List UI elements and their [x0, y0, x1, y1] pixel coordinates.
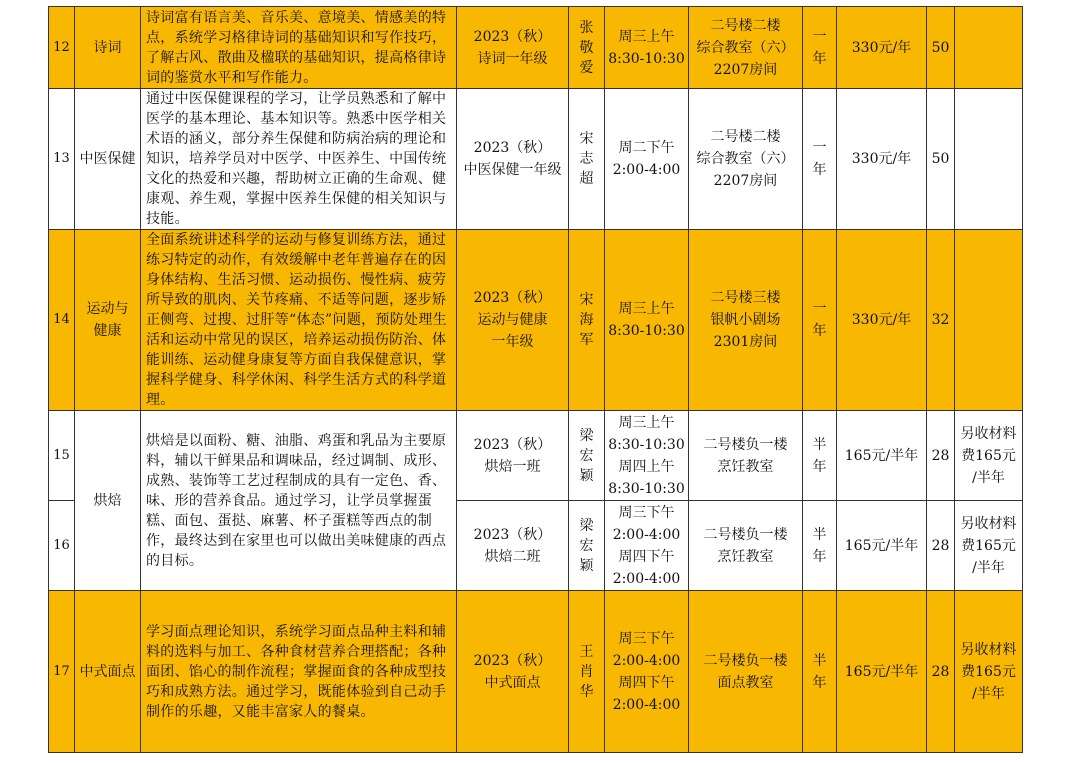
course-description: 通过中医保健课程的学习，让学员熟悉和了解中医学的基本理论、基本知识等。熟悉中医学相关术语的涵义，部分养生保健和防病治病的理论和知识，培养学员对中医学、中医养生、中国传统文化的热爱和兴趣，帮助树立正确的生命观、健康观、养生观，掌握中医养生保健的相关知识与技能。: [141, 89, 457, 230]
fee: 330元/年: [837, 230, 927, 411]
teacher-cell: [569, 411, 605, 501]
teacher-name: 张敬爱: [579, 19, 594, 76]
teacher-cell: [569, 89, 605, 230]
course-description: 全面系统讲述科学的运动与修复训练方法，通过练习特定的动作，有效缓解中老年普遍存在的因身体结构、生活习惯、运动损伤、慢性病、疲劳所导致的肌肉、关节疼痛、不适等问题，逐步矫正侧弯、过搜、过肝等“体态”问题，预防处理生活和运动中常见的误区，培养运动损伤防治、体能训练、运动健身康复等方面自我保健意识，掌握科学健身、科学休闲、科学生活方式的科学道理。: [141, 230, 457, 411]
fee: 330元/年: [837, 89, 927, 230]
course-name: 运动与 健康: [75, 230, 141, 411]
note: [955, 89, 1023, 230]
note: [955, 230, 1023, 411]
capacity: 28: [927, 591, 955, 753]
teacher-name: 宋志超: [579, 131, 594, 187]
fee: 165元/半年: [837, 411, 927, 501]
class-location: 二号楼负一楼 烹饪教室: [689, 501, 803, 591]
row-number: 12: [49, 7, 75, 89]
class-time: 周三上午 8:30-10:30 周四上午 8:30-10:30: [605, 411, 689, 501]
teacher-name: 梁宏颖: [579, 427, 594, 484]
capacity: 28: [927, 411, 955, 501]
duration-cell: [803, 591, 837, 753]
course-description: 学习面点理论知识，系统学习面点品种主料和辅料的选料与加工、各种食材营养合理搭配；各种面团、馅心的制作流程；掌握面食的各种成型技巧和成熟方法。通过学习，既能体验到自己动手制作的乐趣，又能丰富家人的餐桌。: [141, 591, 457, 753]
row-number: 13: [49, 89, 75, 230]
class-location: 二号楼二楼 综合教室（六） 2207房间: [689, 89, 803, 230]
row-number: 16: [49, 501, 75, 591]
class-name: 2023（秋） 运动与健康 一年级: [457, 230, 569, 411]
note: 另收材料 费165元 /半年: [955, 411, 1023, 501]
class-name: 2023（秋） 中式面点: [457, 591, 569, 753]
class-time: 周三上午 8:30-10:30: [605, 230, 689, 411]
teacher-name: 梁宏颖: [579, 517, 594, 574]
duration-cell: [803, 89, 837, 230]
course-name: 中医保健: [75, 89, 141, 230]
capacity: 28: [927, 501, 955, 591]
teacher-cell: [569, 501, 605, 591]
class-time: 周三上午 8:30-10:30: [605, 7, 689, 89]
class-name: 2023（秋） 诗词一年级: [457, 7, 569, 89]
duration: 一年: [812, 28, 827, 67]
duration-cell: [803, 501, 837, 591]
class-location: 二号楼三楼 银帆小剧场 2301房间: [689, 230, 803, 411]
class-location: 二号楼负一楼 面点教室: [689, 591, 803, 753]
capacity: 50: [927, 7, 955, 89]
note: [955, 7, 1023, 89]
row-number: 17: [49, 591, 75, 753]
duration: 一年: [812, 301, 827, 339]
capacity: 32: [927, 230, 955, 411]
capacity: 50: [927, 89, 955, 230]
table-row: [49, 591, 1023, 753]
duration: 半年: [812, 652, 827, 691]
course-description: 烘焙是以面粉、糖、油脂、鸡蛋和乳品为主要原料，辅以干鲜果品和调味品，经过调制、成形、成熟、装饰等工艺过程制成的具有一定色、香、味、形的营养食品。通过学习，让学员掌握蛋糕、面包、蛋挞、麻薯、杯子蛋糕等西点的制作，最终达到在家里也可以做出美味健康的西点的目标。: [141, 411, 457, 591]
teacher-name: 王肖华: [579, 643, 594, 700]
duration: 一年: [812, 140, 827, 178]
teacher-cell: [569, 7, 605, 89]
course-description: 诗词富有语言美、音乐美、意境美、情感美的特点，系统学习格律诗词的基础知识和写作技巧，了解古风、散曲及楹联的基础知识，提高格律诗词的鉴赏水平和写作能力。: [141, 7, 457, 89]
note: 另收材料 费165元 /半年: [955, 501, 1023, 591]
course-name: 烘焙: [75, 411, 141, 591]
duration: 半年: [812, 436, 827, 475]
course-table: [48, 6, 1023, 753]
course-name: 中式面点: [75, 591, 141, 753]
duration-cell: [803, 411, 837, 501]
teacher-name: 宋海军: [579, 292, 594, 348]
row-number: 15: [49, 411, 75, 501]
class-location: 二号楼负一楼 烹饪教室: [689, 411, 803, 501]
course-name: 诗词: [75, 7, 141, 89]
class-name: 2023（秋） 烘焙一班: [457, 411, 569, 501]
note: 另收材料 费165元 /半年: [955, 591, 1023, 753]
duration-cell: [803, 230, 837, 411]
duration: 半年: [812, 526, 827, 565]
teacher-cell: [569, 230, 605, 411]
duration-cell: [803, 7, 837, 89]
fee: 165元/半年: [837, 501, 927, 591]
teacher-cell: [569, 591, 605, 753]
table-row: [49, 230, 1023, 411]
class-name: 2023（秋） 中医保健一年级: [457, 89, 569, 230]
class-time: 周三下午 2:00-4:00 周四下午 2:00-4:00: [605, 591, 689, 753]
class-time: 周二下午 2:00-4:00: [605, 89, 689, 230]
table-row: [49, 411, 1023, 501]
class-location: 二号楼二楼 综合教室（六） 2207房间: [689, 7, 803, 89]
table-row: [49, 89, 1023, 230]
fee: 165元/半年: [837, 591, 927, 753]
class-time: 周三下午 2:00-4:00 周四下午 2:00-4:00: [605, 501, 689, 591]
class-name: 2023（秋） 烘焙二班: [457, 501, 569, 591]
row-number: 14: [49, 230, 75, 411]
fee: 330元/年: [837, 7, 927, 89]
table-row: [49, 7, 1023, 89]
